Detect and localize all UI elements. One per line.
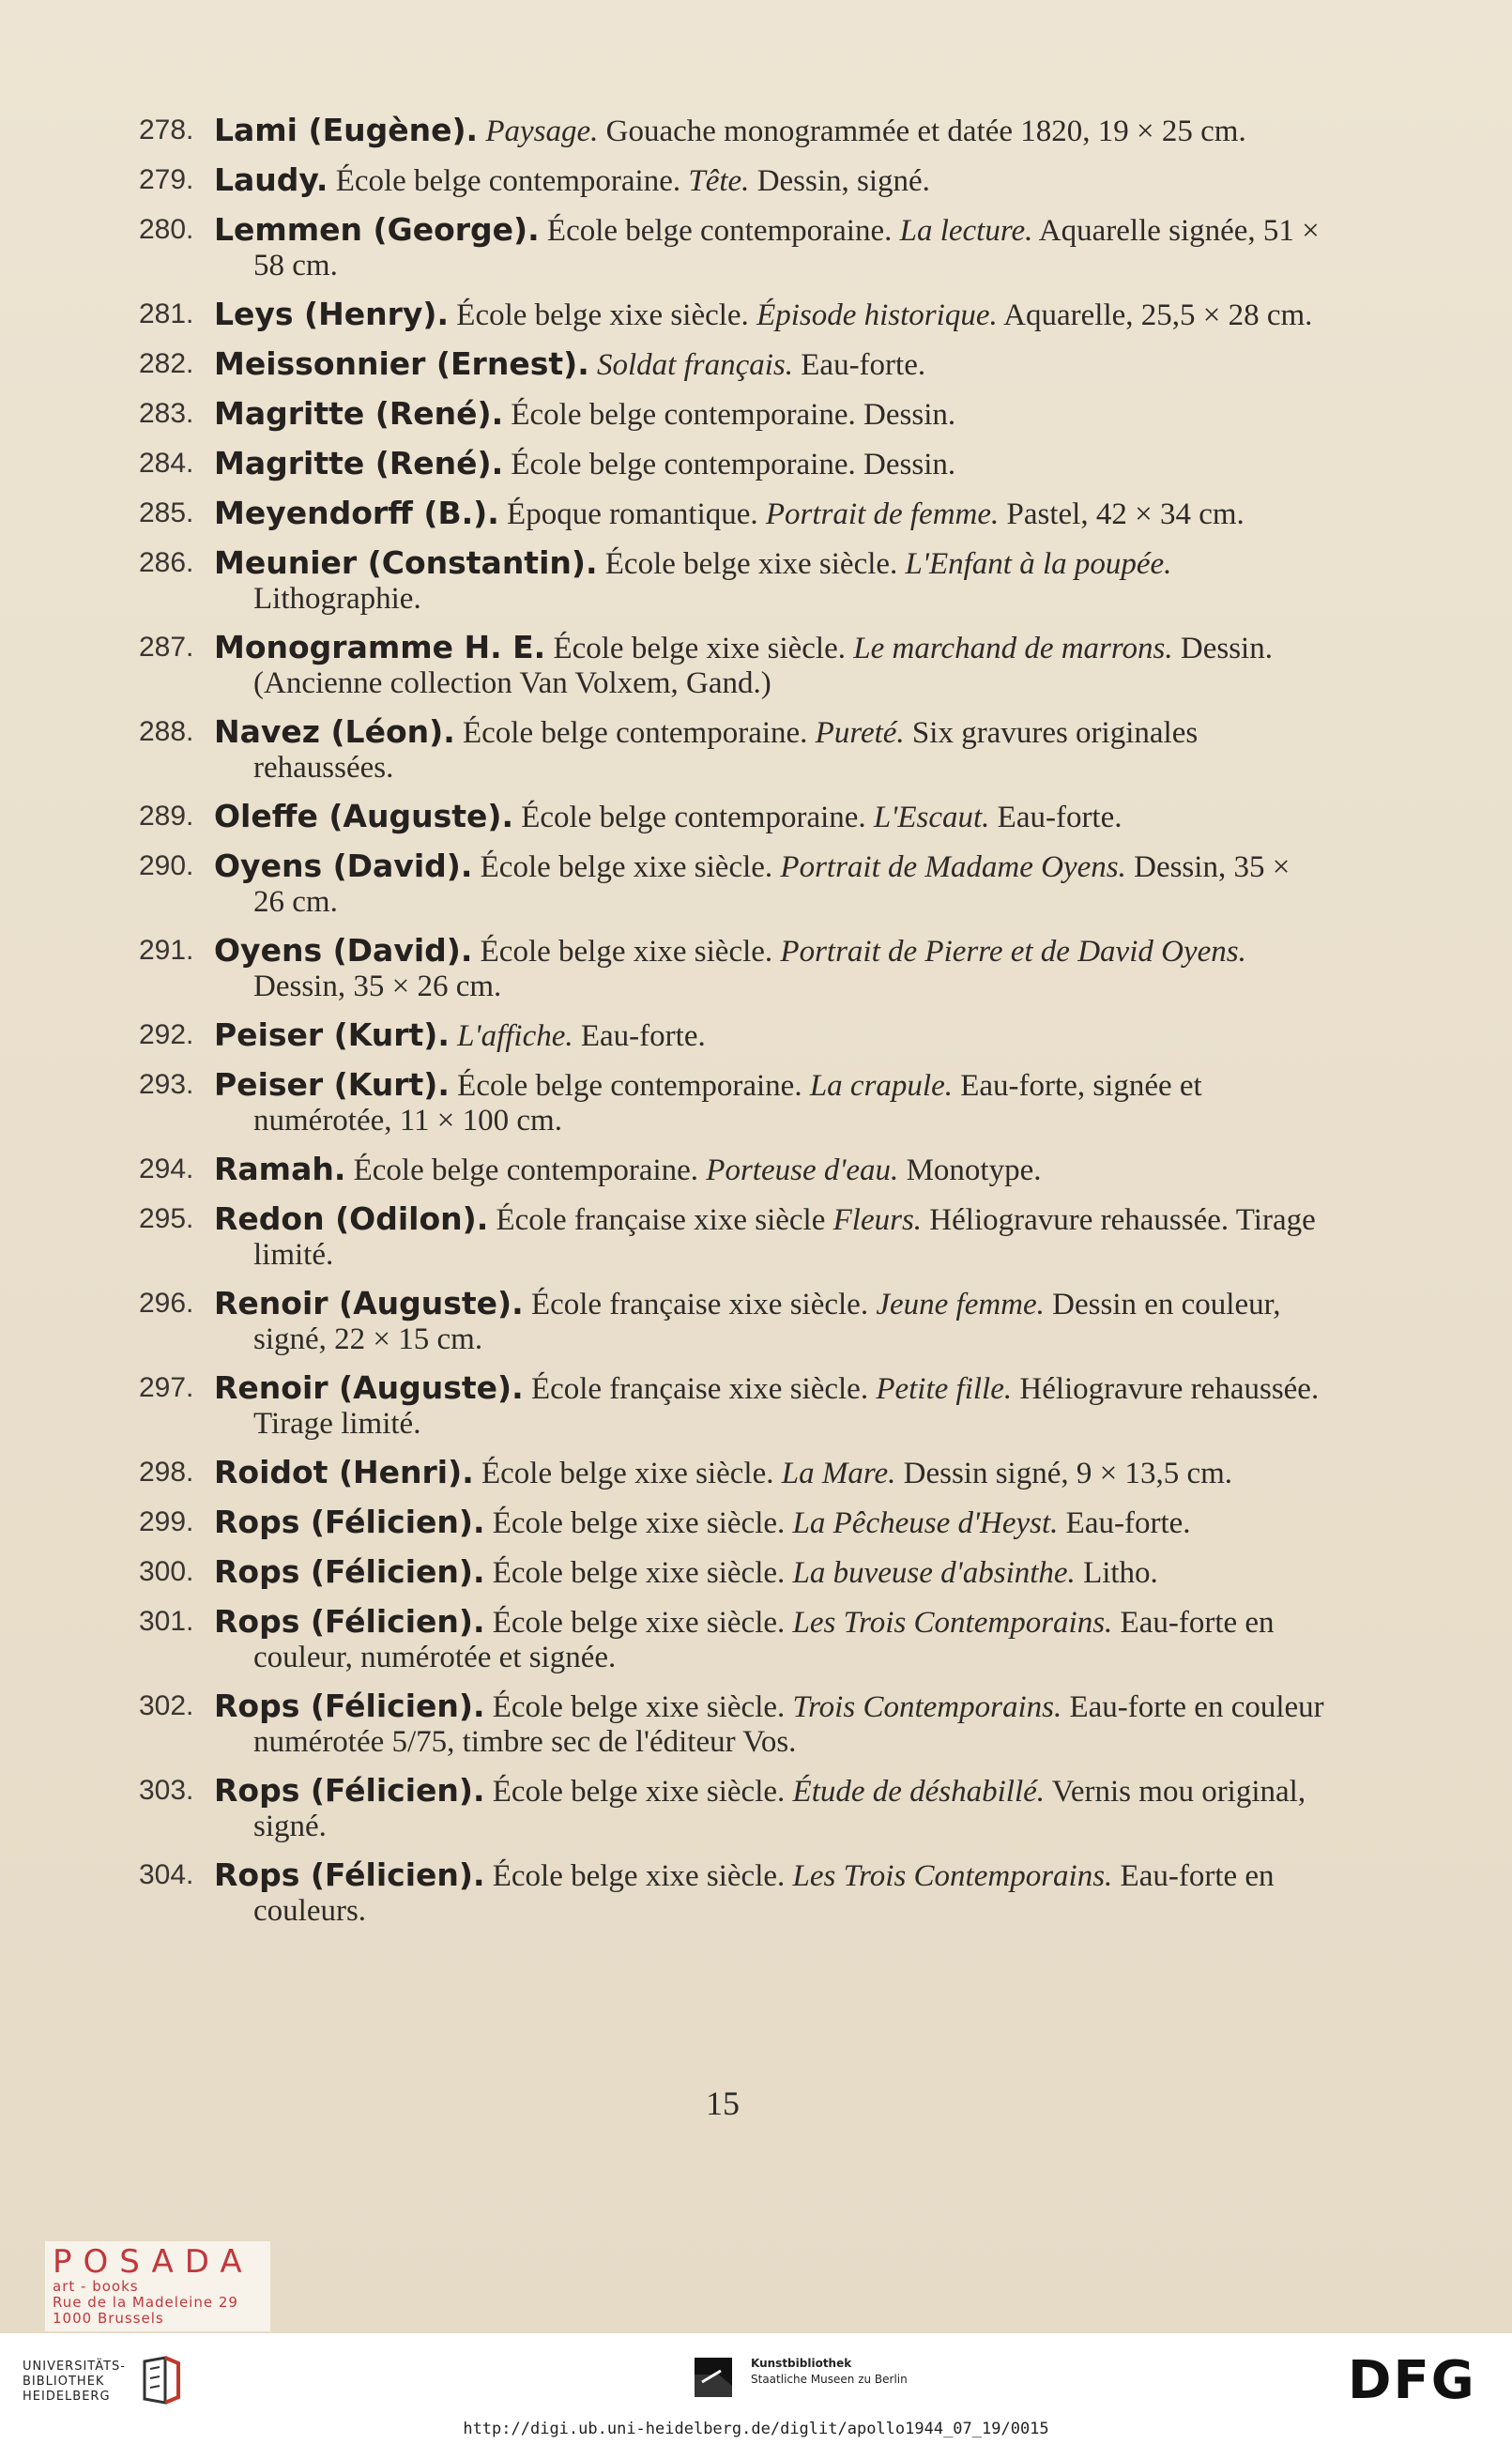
stamp-name: POSADA <box>53 2243 253 2281</box>
artist-name: Ramah. <box>214 1151 346 1187</box>
work-description: Six gravures originales rehaussées. <box>253 716 1199 785</box>
artist-name: Rops (Félicien). <box>214 1504 485 1540</box>
entry-school: École belge xixe siècle. <box>492 1606 786 1640</box>
catalogue-entry <box>0 1370 1512 1442</box>
work-title: Portrait de femme. <box>765 497 1000 531</box>
bookseller-stamp <box>45 2241 270 2331</box>
work-description: Gouache monogrammée et datée 1820, 19 × 25 cm. <box>605 115 1246 148</box>
entry-school: École belge xixe siècle. <box>492 1506 786 1540</box>
work-description: Monotype. <box>906 1153 1042 1187</box>
work-title: Petite fille. <box>876 1372 1013 1406</box>
artist-name: Lami (Eugène). <box>214 112 479 148</box>
work-title: L'Escaut. <box>873 801 990 834</box>
work-description: Aquarelle signée, 51 × 58 cm. <box>253 214 1320 283</box>
entry-number: 287. <box>139 632 194 663</box>
entry-school: École belge contemporaine. <box>457 1069 802 1103</box>
entry-number: 293. <box>139 1069 194 1100</box>
stamp-line: Rue de la Madeleine 29 <box>53 2294 238 2311</box>
stamp-line: 1000 Brussels <box>53 2310 164 2327</box>
work-title: La Pêcheuse d'Heyst. <box>792 1506 1059 1540</box>
entry-number: 286. <box>139 547 194 578</box>
work-description: Lithographie. <box>253 582 421 616</box>
work-description: Eau-forte en couleur, numérotée et signée. <box>253 1606 1275 1674</box>
entry-number: 303. <box>139 1775 194 1806</box>
entry-school: École belge contemporaine. Dessin. <box>511 398 956 432</box>
catalogue-list <box>0 113 1512 1942</box>
work-title: Porteuse d'eau. <box>706 1153 899 1187</box>
artist-name: Rops (Félicien). <box>214 1553 485 1590</box>
dfg-logo[interactable]: DFG <box>1348 2350 1476 2411</box>
entry-number: 304. <box>139 1859 194 1890</box>
entry-number: 283. <box>139 398 194 429</box>
catalogue-entry <box>0 1857 1512 1929</box>
work-description: Eau-forte en couleurs. <box>253 1859 1275 1928</box>
artist-name: Meissonnier (Ernest). <box>214 345 589 382</box>
work-title: Tête. <box>688 164 750 198</box>
artist-name: Magritte (René). <box>214 395 504 432</box>
catalogue-entry <box>0 799 1512 835</box>
page-number: 15 <box>706 2085 740 2122</box>
entry-number: 280. <box>139 214 194 245</box>
work-title: La buveuse d'absinthe. <box>792 1556 1076 1590</box>
work-description: Litho. <box>1083 1556 1158 1590</box>
kb-subtitle: Staatliche Museen zu Berlin <box>751 2373 908 2386</box>
work-description: Dessin. (Ancienne collection Van Volxem, Gand.) <box>253 632 1273 700</box>
entry-number: 281. <box>139 298 194 329</box>
work-title: Pureté. <box>815 716 905 750</box>
entry-school: École belge xixe siècle. <box>456 298 749 332</box>
university-emblem-icon <box>137 2356 184 2406</box>
entry-school: École belge contemporaine. <box>353 1153 699 1187</box>
entry-school: École française xixe siècle <box>496 1203 826 1237</box>
entry-number: 299. <box>139 1506 194 1537</box>
entry-number: 291. <box>139 935 194 966</box>
catalogue-entry <box>0 212 1512 283</box>
kunstbibliothek-logo[interactable] <box>751 2356 908 2388</box>
uni-line: UNIVERSITÄTS- <box>23 2360 126 2374</box>
artist-name: Oleffe (Auguste). <box>214 798 513 834</box>
work-description: Eau-forte. <box>801 348 926 382</box>
entry-number: 279. <box>139 164 194 195</box>
catalogue-entry <box>0 1152 1512 1188</box>
artist-name: Meunier (Constantin). <box>214 544 598 581</box>
work-title: Jeune femme. <box>876 1288 1045 1321</box>
work-description: Eau-forte. <box>580 1019 706 1053</box>
catalogue-entry <box>0 297 1512 333</box>
catalogue-entry <box>0 496 1512 532</box>
work-description: Héliogravure rehaussée. Tirage limité. <box>253 1372 1320 1441</box>
work-description: Dessin, signé. <box>756 164 930 198</box>
catalogue-entry <box>0 1067 1512 1138</box>
artist-name: Leys (Henry). <box>214 296 450 332</box>
entry-number: 292. <box>139 1019 194 1050</box>
work-title: Paysage. <box>485 115 599 148</box>
work-description: Héliogravure rehaussée. Tirage limité. <box>253 1203 1316 1272</box>
entry-school: École belge contemporaine. Dessin. <box>511 448 956 481</box>
artist-name: Peiser (Kurt). <box>214 1016 450 1053</box>
work-title: Étude de déshabillé. <box>792 1775 1046 1809</box>
catalogue-entry <box>0 446 1512 482</box>
work-description: Dessin en couleur, signé, 22 × 15 cm. <box>253 1288 1281 1356</box>
work-description: Pastel, 42 × 34 cm. <box>1006 497 1245 531</box>
work-description: Eau-forte. <box>997 801 1123 834</box>
artist-name: Oyens (David). <box>214 848 473 884</box>
work-description: Aquarelle, 25,5 × 28 cm. <box>1003 298 1313 332</box>
artist-name: Renoir (Auguste). <box>214 1369 524 1406</box>
work-title: Fleurs. <box>832 1203 923 1237</box>
source-url[interactable]: http://digi.ub.uni-heidelberg.de/diglit/apollo1944_07_19/0015 <box>463 2420 1049 2438</box>
entry-school: École française xixe siècle. <box>530 1372 869 1406</box>
work-description: Eau-forte, signée et numérotée, 11 × 100 cm. <box>253 1069 1202 1138</box>
artist-name: Monogramme H. E. <box>214 629 546 665</box>
work-title: Portrait de Madame Oyens. <box>780 850 1126 884</box>
entry-number: 288. <box>139 716 194 747</box>
entry-school: École belge contemporaine. <box>335 164 681 198</box>
work-title: Épisode historique. <box>756 298 998 332</box>
artist-name: Rops (Félicien). <box>214 1856 485 1893</box>
entry-school: École belge contemporaine. <box>463 716 808 750</box>
entry-number: 294. <box>139 1153 194 1184</box>
entry-number: 298. <box>139 1457 194 1488</box>
catalogue-entry <box>0 545 1512 617</box>
artist-name: Rops (Félicien). <box>214 1603 485 1640</box>
artist-name: Peiser (Kurt). <box>214 1066 450 1103</box>
catalogue-entry <box>0 1554 1512 1591</box>
entry-school: École française xixe siècle. <box>530 1288 869 1321</box>
entry-number: 284. <box>139 448 194 479</box>
work-description: Eau-forte en couleur numérotée 5/75, timbre sec de l'éditeur Vos. <box>253 1690 1324 1759</box>
artist-name: Magritte (René). <box>214 445 504 481</box>
work-title: Trois Contemporains. <box>792 1690 1062 1724</box>
entry-school: École belge xixe siècle. <box>481 1457 774 1490</box>
catalogue-entry <box>0 1017 1512 1054</box>
work-title: L'Enfant à la poupée. <box>905 547 1172 581</box>
entry-number: 285. <box>139 497 194 528</box>
work-title: Soldat français. <box>597 348 794 382</box>
entry-school: École belge xixe siècle. <box>480 935 773 969</box>
entry-school: École belge xixe siècle. <box>604 547 898 581</box>
catalogue-entry <box>0 1505 1512 1541</box>
catalogue-entry <box>0 1773 1512 1844</box>
entry-number: 295. <box>139 1203 194 1234</box>
catalogue-entry <box>0 848 1512 920</box>
entry-school: École belge xixe siècle. <box>492 1556 786 1590</box>
catalogue-entry <box>0 1201 1512 1273</box>
entry-school: École belge contemporaine. <box>521 801 866 834</box>
work-description: Dessin, 35 × 26 cm. <box>253 970 502 1003</box>
work-title: Portrait de Pierre et de David Oyens. <box>780 935 1246 969</box>
uni-line: BIBLIOTHEK <box>23 2375 105 2389</box>
entry-number: 297. <box>139 1372 194 1403</box>
work-title: Les Trois Contemporains. <box>792 1859 1113 1893</box>
catalogue-entry <box>0 1604 1512 1675</box>
catalogue-entry <box>0 933 1512 1004</box>
artist-name: Renoir (Auguste). <box>214 1285 524 1321</box>
work-title: La crapule. <box>809 1069 953 1103</box>
entry-number: 301. <box>139 1606 194 1637</box>
entry-school: École belge contemporaine. <box>546 214 893 248</box>
catalogue-entry <box>0 630 1512 701</box>
work-title: Le marchand de marrons. <box>853 632 1173 665</box>
catalogue-entry <box>0 346 1512 383</box>
work-title: L'affiche. <box>457 1019 573 1053</box>
entry-school: École belge xixe siècle. <box>492 1775 786 1809</box>
digitization-footer <box>0 2333 1512 2444</box>
artist-name: Laudy. <box>214 161 328 198</box>
work-title: La lecture. <box>899 214 1033 248</box>
entry-number: 278. <box>139 115 194 145</box>
entry-number: 290. <box>139 850 194 881</box>
artist-name: Lemmen (George). <box>214 211 540 248</box>
entry-number: 302. <box>139 1690 194 1721</box>
entry-school: École belge xixe siècle. <box>480 850 773 884</box>
university-library-logo[interactable] <box>23 2360 126 2405</box>
catalogue-entry <box>0 714 1512 786</box>
artist-name: Redon (Odilon). <box>214 1200 489 1237</box>
entry-school: École belge xixe siècle. <box>492 1690 786 1724</box>
artist-name: Oyens (David). <box>214 932 473 969</box>
artist-name: Meyendorff (B.). <box>214 495 499 531</box>
entry-school: Époque romantique. <box>507 497 758 531</box>
stamp-line: art - books <box>53 2278 139 2295</box>
work-description: Eau-forte. <box>1065 1506 1191 1540</box>
kunstbibliothek-emblem-icon <box>693 2354 738 2401</box>
work-description: Vernis mou original, signé. <box>253 1775 1306 1843</box>
catalogue-entry <box>0 396 1512 433</box>
catalogue-entry <box>0 162 1512 199</box>
entry-number: 296. <box>139 1288 194 1319</box>
work-title: La Mare. <box>781 1457 896 1490</box>
work-description: Dessin, 35 × 26 cm. <box>253 850 1291 919</box>
catalogue-entry <box>0 113 1512 149</box>
kb-title: Kunstbibliothek <box>751 2357 852 2370</box>
catalogue-entry <box>0 1286 1512 1357</box>
artist-name: Rops (Félicien). <box>214 1772 485 1809</box>
entry-number: 282. <box>139 348 194 379</box>
work-title: Les Trois Contemporains. <box>792 1606 1113 1640</box>
catalogue-entry <box>0 1455 1512 1491</box>
work-description: Dessin signé, 9 × 13,5 cm. <box>903 1457 1233 1490</box>
artist-name: Rops (Félicien). <box>214 1688 485 1724</box>
entry-school: École belge xixe siècle. <box>492 1859 786 1893</box>
artist-name: Roidot (Henri). <box>214 1454 474 1490</box>
catalogue-entry <box>0 1688 1512 1760</box>
entry-number: 300. <box>139 1556 194 1587</box>
entry-school: École belge xixe siècle. <box>553 632 846 665</box>
artist-name: Navez (Léon). <box>214 713 455 750</box>
uni-line: HEIDELBERG <box>23 2390 111 2404</box>
entry-number: 289. <box>139 801 194 832</box>
